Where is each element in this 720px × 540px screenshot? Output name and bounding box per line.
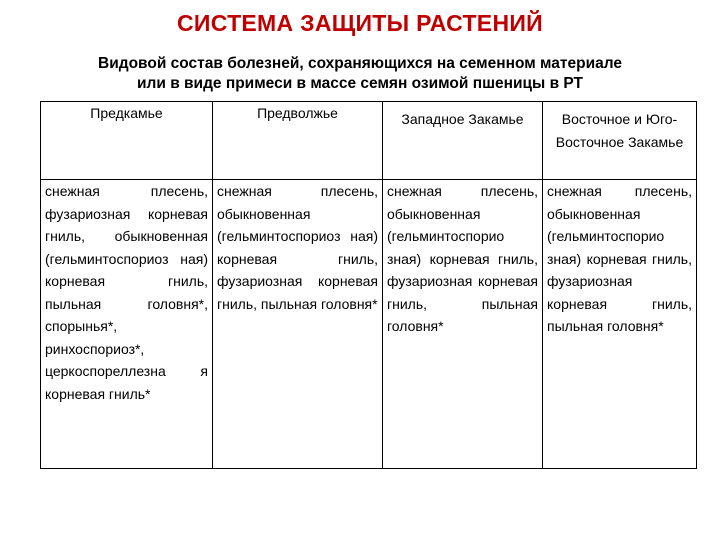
table-cell-predvolzhye: снежная плесень, обыкновенная (гельминтоспориоз ная) корневая гниль, фузариозная корневая гниль, пыльная головня* <box>213 180 383 469</box>
table-cell-predkamye: снежная плесень, фузариозная корневая гниль, обыкновенная (гельминтоспориоз ная) корневая гниль, пыльная головня*, спорынья*, ринхоспориоз*, церкоспореллезна я корневая гниль* <box>41 180 213 469</box>
diseases-table <box>40 101 697 469</box>
column-header-predkamye: Предкамье <box>41 102 213 180</box>
table-cell-eastern-zakamye: снежная плесень, обыкновенная (гельминтоспорио зная) корневая гниль, фузариозная корневая гниль, пыльная головня* <box>543 180 697 469</box>
column-header-predvolzhye: Предволжье <box>213 102 383 180</box>
page-subtitle <box>0 54 720 94</box>
subtitle-line-2: или в виде примеси в массе семян озимой пшеницы в РТ <box>136 75 584 92</box>
table-row <box>41 180 697 469</box>
table-cell-western-zakamye: снежная плесень, обыкновенная (гельминтоспорио зная) корневая гниль, фузариозная корневая гниль, пыльная головня* <box>383 180 543 469</box>
page-title: СИСТЕМА ЗАЩИТЫ РАСТЕНИЙ <box>176 10 544 36</box>
table-header-row <box>41 102 697 180</box>
subtitle-line-1: Видовой состав болезней, сохраняющихся на семенном материале <box>98 55 622 72</box>
column-header-eastern-zakamye: Восточное и Юго-Восточное Закамье <box>543 102 697 180</box>
column-header-western-zakamye: Западное Закамье <box>383 102 543 180</box>
